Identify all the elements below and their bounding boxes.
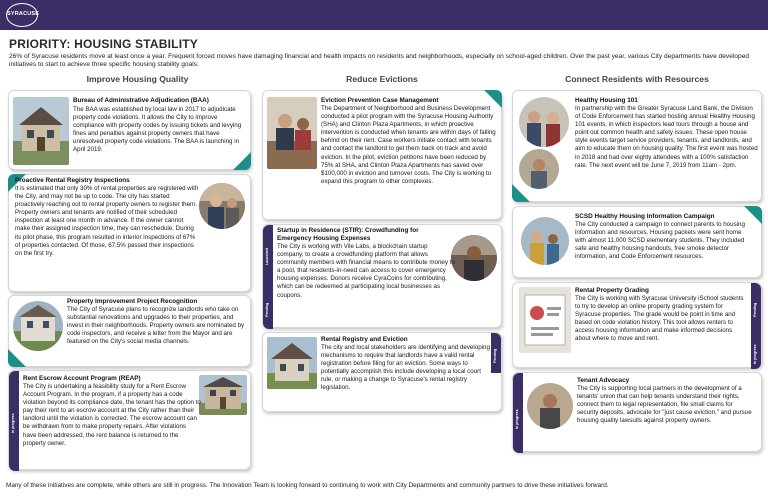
inspector-photo <box>199 183 245 229</box>
card-body: In partnership with the Greater Syracuse Land Bank, the Division of Code Enforcement has started hosting annual Healthy Housing 101 events, in which inspectors lead tours through a house and point out common health and safety issues. These open house style events target service providers, tenants, and landlords, and aim to educate them on housing quality. The first event was hosted in 2018 and had over eighty attendees with a 100% satisfaction rate. The next event will be June 7, 2019 from 11am - 2pm. <box>575 105 758 169</box>
card-body: The City is undertaking a feasibility study for a Rent Escrow Account Program. In the program, if a property has a code violation beyond its compliance date, the tenant has the option to pay their rent to an escrow account at the City rather than their landlord until the violation is corrected. The escrow account can be withdrawn from to make property repairs. After violations have been addressed, the rent balance is returned to the property owner. <box>23 383 201 447</box>
tour-photo <box>519 97 569 147</box>
card-body: It is estimated that only 30% of rental properties are registered with the City, and may not be up to code. The city has started proactively reaching out to rental property owners to register them. Property owners and tenants are notified of their scheduled inspection at least one month in advance. If the owner cannot make their assigned inspection time, they can reschedule. During its pilot phase, this program resulted in interior inspections of 67% of properties contacted. Of those, 67.5% passed their inspections on the first try. <box>15 185 199 257</box>
startup-photo <box>451 235 497 281</box>
footer-note: Many of these initiatives are complete, while others are still in progress. The Innovation Team is looking forward to continuing to work with City Departments and community partners to drive these initiatives forward. <box>6 482 609 489</box>
status-strip <box>491 333 501 373</box>
advocacy-photo <box>527 383 573 429</box>
status-strip-in-progress <box>751 326 761 369</box>
status-label: Pending <box>493 348 497 363</box>
status-label: Launched <box>265 248 269 265</box>
card-title: Rental Registry and Eviction <box>321 336 408 343</box>
card-title: Startup in Residence (STIR): Crowdfunding for Emergency Housing Expenses <box>277 227 419 242</box>
card-body: The BAA was established by local law in 2017 to adjudicate property code violations. It allows the City to improve compliance with property codes by issuing tickets and levying fines and penalties against property owners that have unresolved property code violations. The BAA is launching in April 2019. <box>73 106 242 154</box>
card-title: Rental Property Grading <box>575 287 649 294</box>
column-heading-housing-quality: Improve Housing Quality <box>86 74 189 84</box>
house-photo <box>13 97 69 165</box>
card-rental-registry-eviction <box>262 332 502 412</box>
card-eviction-prevention <box>262 90 502 220</box>
status-strip <box>513 373 523 453</box>
card-body: The City of Syracuse plans to recognize landlords who take on substantial renovations and upgrades to their properties, and invest in their neighborhoods. Property owners are nominated by code inspectors, and receive a letter from the Mayor and are featured on the City's social media channels. <box>67 306 245 346</box>
status-strip-pending <box>263 277 273 329</box>
status-label: In progress <box>515 409 519 429</box>
corner-accent <box>512 184 530 202</box>
header-bar <box>0 0 768 30</box>
card-body: The Department of Neighborhood and Business Development conducted a pilot program with the Syracuse Housing Authority (SHA) and Clinton Plaza Apartments, in which proactive intervention is conducted when tenants are within days of falling behind on their rent. Case workers initiate contact with tenants and contact the landlord to get them back on track and avoid eviction. In the pilot, eviction petitions have been reduced by 75% at SHA, and Clinton Plaza Apartments has saved over $100,000 in eviction and turnover costs. The City is working to expand this program to other complexes. <box>321 105 496 185</box>
card-body: The City is working with Syracuse University iSchool students to try to develop an online property grading system for Syracuse properties. The grade would be point in time and based on code violation history. This tool allows renters to access housing information and make informed decisions about where to move and rent. <box>575 295 744 343</box>
card-reap <box>8 370 251 470</box>
card-title: Bureau of Administrative Adjudication (BAA) <box>73 97 209 104</box>
rental-house-photo <box>267 337 317 389</box>
card-body: The City is supporting local partners in the development of a tenants' union that can help tenants understand their rights, connect them to legal representation, file small claims for security deposits, advocate for "just cause eviction," and pursue housing quality lawsuits against property owners. <box>577 385 752 425</box>
students-photo <box>521 217 569 265</box>
card-title: Property Improvement Project Recognition <box>67 298 198 305</box>
card-rental-property-grading <box>512 282 762 368</box>
card-title: Tenant Advocacy <box>577 377 630 384</box>
grading-photo <box>519 287 571 353</box>
card-healthy-housing-101 <box>512 90 762 202</box>
status-label: Pending <box>265 302 269 317</box>
status-label: Pending <box>753 302 757 317</box>
card-property-improvement <box>8 295 251 367</box>
column-heading-connect-residents: Connect Residents with Resources <box>565 74 709 84</box>
renovation-photo <box>13 301 63 351</box>
apartment-photo <box>199 375 247 415</box>
status-strip <box>9 371 19 471</box>
status-strip-pending <box>751 283 761 326</box>
column-heading-reduce-evictions: Reduce Evictions <box>346 74 418 84</box>
card-title: Rent Escrow Account Program (REAP) <box>23 375 141 382</box>
intro-paragraph: 26% of Syracuse residents move at least once a year. Frequent forced moves have damaging financial and health impacts on residents and neighborhoods, especially on school-aged children. Over the past year, various City departments have developed initiatives to start to achieve three specific housing stability goals: <box>9 53 750 68</box>
card-proactive-inspections <box>8 174 251 292</box>
card-title: SCSD Healthy Housing Information Campaign <box>575 213 715 220</box>
card-body: The city and local stakeholders are identifying and developing mechanisms to require that landlords have a valid rental registration before filing for an eviction. Some ways to potentially accomplish this include developing a local court rule, or making a change to Syracuse's rental registry legislation. <box>321 344 490 392</box>
card-title: Eviction Prevention Case Management <box>321 97 439 104</box>
attendees-photo <box>519 149 559 189</box>
card-body: The City conducted a campaign to connect parents to housing information and resources. Housing packets were sent home with almost 11,000 SCSD elementary students. They included safe and healthy housing handouts, free smoke detector information, and Code Enforcement resources. <box>575 221 745 261</box>
card-scsd-campaign <box>512 206 762 278</box>
card-body: The City is working with Vile Labs, a blockchain startup company, to create a crowdfunding platform that allows community members with financial means to contribute money to a pool, that residents-in-need can access to cover emergency housing expenses. Donors receive CyraCoins for contributing, which can be redeemed at participating local businesses as coupons. <box>277 243 455 299</box>
corner-accent <box>8 349 26 367</box>
page-title: PRIORITY: HOUSING STABILITY <box>9 37 198 51</box>
card-stir <box>262 224 502 328</box>
status-label: In progress <box>753 344 757 364</box>
card-tenant-advocacy <box>512 372 762 452</box>
case-manager-photo <box>267 97 317 169</box>
card-baa <box>8 90 251 170</box>
corner-accent <box>233 152 251 170</box>
card-title: Healthy Housing 101 <box>575 97 638 104</box>
status-label: In progress <box>11 413 15 433</box>
card-title: Proactive Rental Registry Inspections <box>15 177 130 184</box>
status-strip-launched <box>263 225 273 277</box>
city-logo: SYRACUSE <box>6 3 38 27</box>
